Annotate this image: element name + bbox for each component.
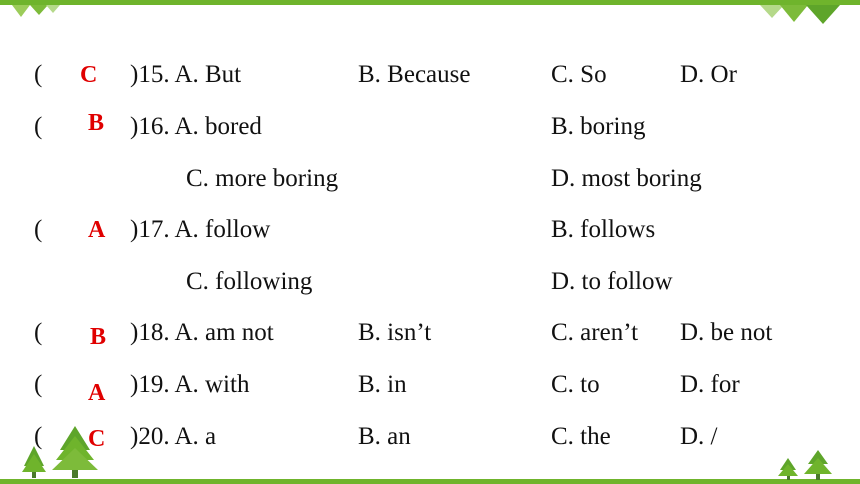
question-number-17: [130, 210, 270, 250]
paren-open: (: [34, 61, 43, 88]
option-c-19: C. to: [551, 371, 600, 398]
number-18: )18.: [130, 319, 170, 346]
option-d-17: D. to follow: [551, 268, 673, 295]
option-c-15: C. So: [551, 61, 607, 88]
question-17: [0, 210, 860, 250]
paren-open: (: [34, 216, 43, 243]
number-16: )16.: [130, 113, 170, 140]
question-number-16: [130, 107, 262, 147]
top-right-triangles-icon: [756, 0, 860, 26]
number-20: )20.: [130, 423, 170, 450]
option-a-20: A. a: [174, 423, 217, 450]
top-left-triangles-icon: [0, 0, 70, 22]
option-a-15: A. But: [174, 61, 242, 88]
question-number-19: [130, 365, 249, 405]
option-b-20: B. an: [358, 423, 411, 450]
number-15: )15.: [130, 61, 170, 88]
paren-open: (: [34, 371, 43, 398]
option-d-19: D. for: [680, 371, 740, 398]
option-d-18: D. be not: [680, 319, 773, 346]
paren-open: (: [34, 113, 43, 140]
answer-18: B: [90, 324, 107, 350]
number-19: )19.: [130, 371, 170, 398]
question-number-20: [130, 417, 216, 457]
answer-16: B: [88, 110, 105, 136]
option-a-16: A. bored: [174, 113, 262, 140]
option-c-16: C. more boring: [186, 165, 339, 192]
question-16: [0, 107, 860, 147]
answer-19: A: [88, 380, 106, 406]
option-c-17: C. following: [186, 268, 313, 295]
option-b-18: B. isn’t: [358, 319, 432, 346]
option-a-18: A. am not: [174, 319, 274, 346]
answer-17: A: [88, 217, 106, 243]
option-b-16: B. boring: [551, 113, 646, 140]
question-15: [0, 55, 860, 95]
option-a-19: A. with: [174, 371, 250, 398]
option-c-20: C. the: [551, 423, 611, 450]
question-16-cont: [0, 159, 860, 199]
option-c-18: C. aren’t: [551, 319, 639, 346]
question-number-15: [130, 55, 241, 95]
top-border: [0, 0, 860, 5]
question-number-18: [130, 313, 274, 353]
bottom-border: [0, 479, 860, 484]
option-d-15: D. Or: [680, 61, 737, 88]
question-18: [0, 313, 860, 353]
option-b-15: B. Because: [358, 61, 471, 88]
option-d-16: D. most boring: [551, 165, 702, 192]
option-b-19: B. in: [358, 371, 407, 398]
answer-15: C: [80, 62, 98, 88]
option-b-17: B. follows: [551, 216, 656, 243]
question-19: [0, 365, 860, 405]
question-17-cont: [0, 262, 860, 302]
answer-20: C: [88, 426, 106, 452]
option-a-17: A. follow: [174, 216, 271, 243]
number-17: )17.: [130, 216, 170, 243]
question-20: [0, 417, 860, 457]
paren-open: (: [34, 319, 43, 346]
option-d-20: D. /: [680, 423, 718, 450]
paren-open: (: [34, 423, 43, 450]
